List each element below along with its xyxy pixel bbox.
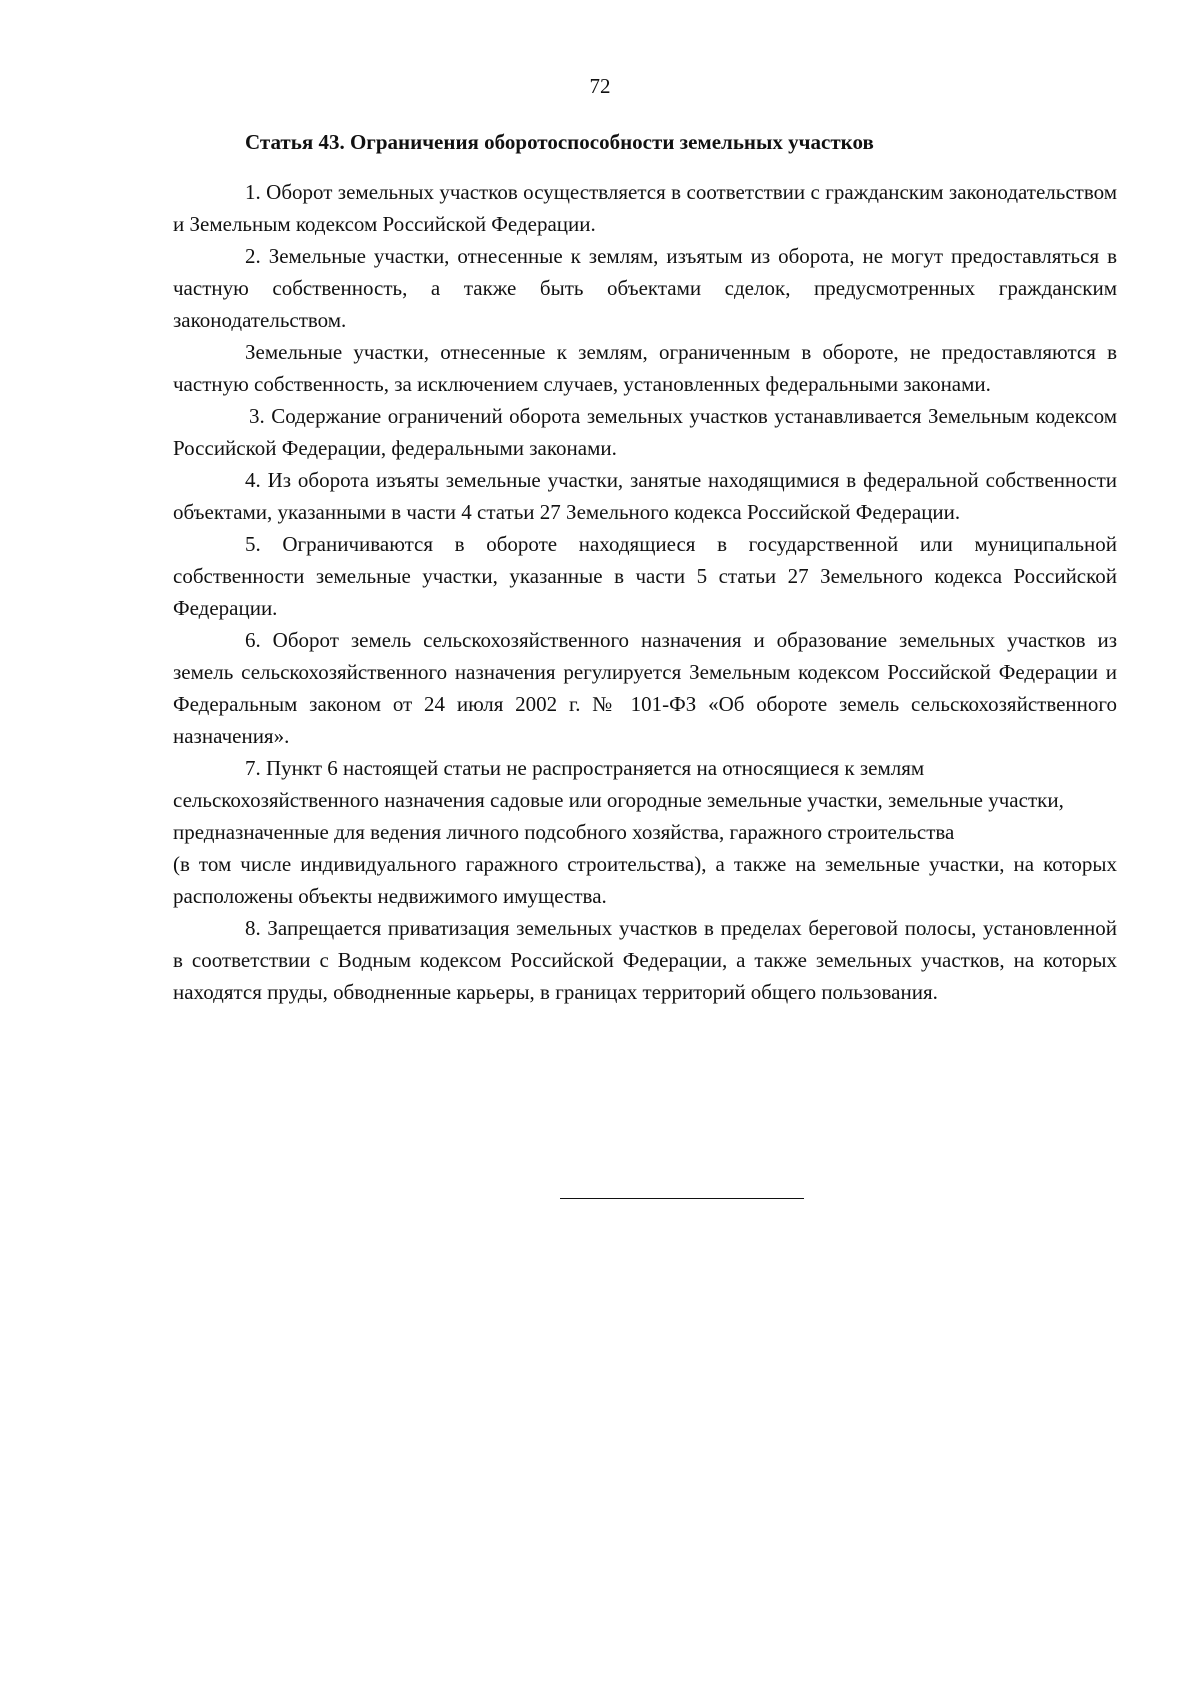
- paragraph-7: 7. Пункт 6 настоящей статьи не распространяется на относящиеся к землям сельскохозяйственного назначения садовые или огородные земельные участки, земельные участки, предназначенные для ведения личного подсобного хозяйства, гаражного строительства: [173, 756, 1064, 844]
- article-body: [173, 128, 1117, 1008]
- paragraph-2-continued: Земельные участки, отнесенные к землям, ограниченным в обороте, не предоставляются в частную собственность, за исключением случаев, установленных федеральными законами.: [173, 340, 1117, 396]
- paragraph-7-continued: (в том числе индивидуального гаражного строительства), а также на земельные участки, на которых расположены объекты недвижимого имущества.: [173, 852, 1117, 908]
- paragraph-5: 5. Ограничиваются в обороте находящиеся в государственной или муниципальной собственности земельные участки, указанные в части 5 статьи 27 Земельного кодекса Российской Федерации.: [173, 532, 1117, 620]
- paragraph-6: 6. Оборот земель сельскохозяйственного назначения и образование земельных участков из земель сельскохозяйственного назначения регулируется Земельным кодексом Российской Федерации и Федеральным законом от 24 июля 2002 г. № 101-ФЗ «Об обороте земель сельскохозяйственного назначения».: [173, 628, 1117, 748]
- paragraph-3: 3. Содержание ограничений оборота земельных участков устанавливается Земельным кодексом Российской Федерации, федеральными законами.: [173, 404, 1117, 460]
- page-number: 72: [589, 74, 611, 98]
- end-separator-line: [560, 1198, 804, 1199]
- paragraph-1: 1. Оборот земельных участков осуществляется в соответствии с гражданским законодательством и Земельным кодексом Российской Федерации.: [173, 180, 1117, 236]
- paragraph-4: 4. Из оборота изъяты земельные участки, занятые находящимися в федеральной собственности объектами, указанными в части 4 статьи 27 Земельного кодекса Российской Федерации.: [173, 468, 1117, 524]
- paragraph-2: 2. Земельные участки, отнесенные к землям, изъятым из оборота, не могут предоставляться в частную собственность, а также быть объектами сделок, предусмотренных гражданским законодательством.: [173, 244, 1117, 332]
- paragraph-8: 8. Запрещается приватизация земельных участков в пределах береговой полосы, установленной в соответствии с Водным кодексом Российской Федерации, а также земельных участков, на которых находятся пруды, обводненные карьеры, в границах территорий общего пользования.: [173, 916, 1117, 1004]
- article-title: Статья 43. Ограничения оборотоспособности земельных участков: [245, 130, 874, 154]
